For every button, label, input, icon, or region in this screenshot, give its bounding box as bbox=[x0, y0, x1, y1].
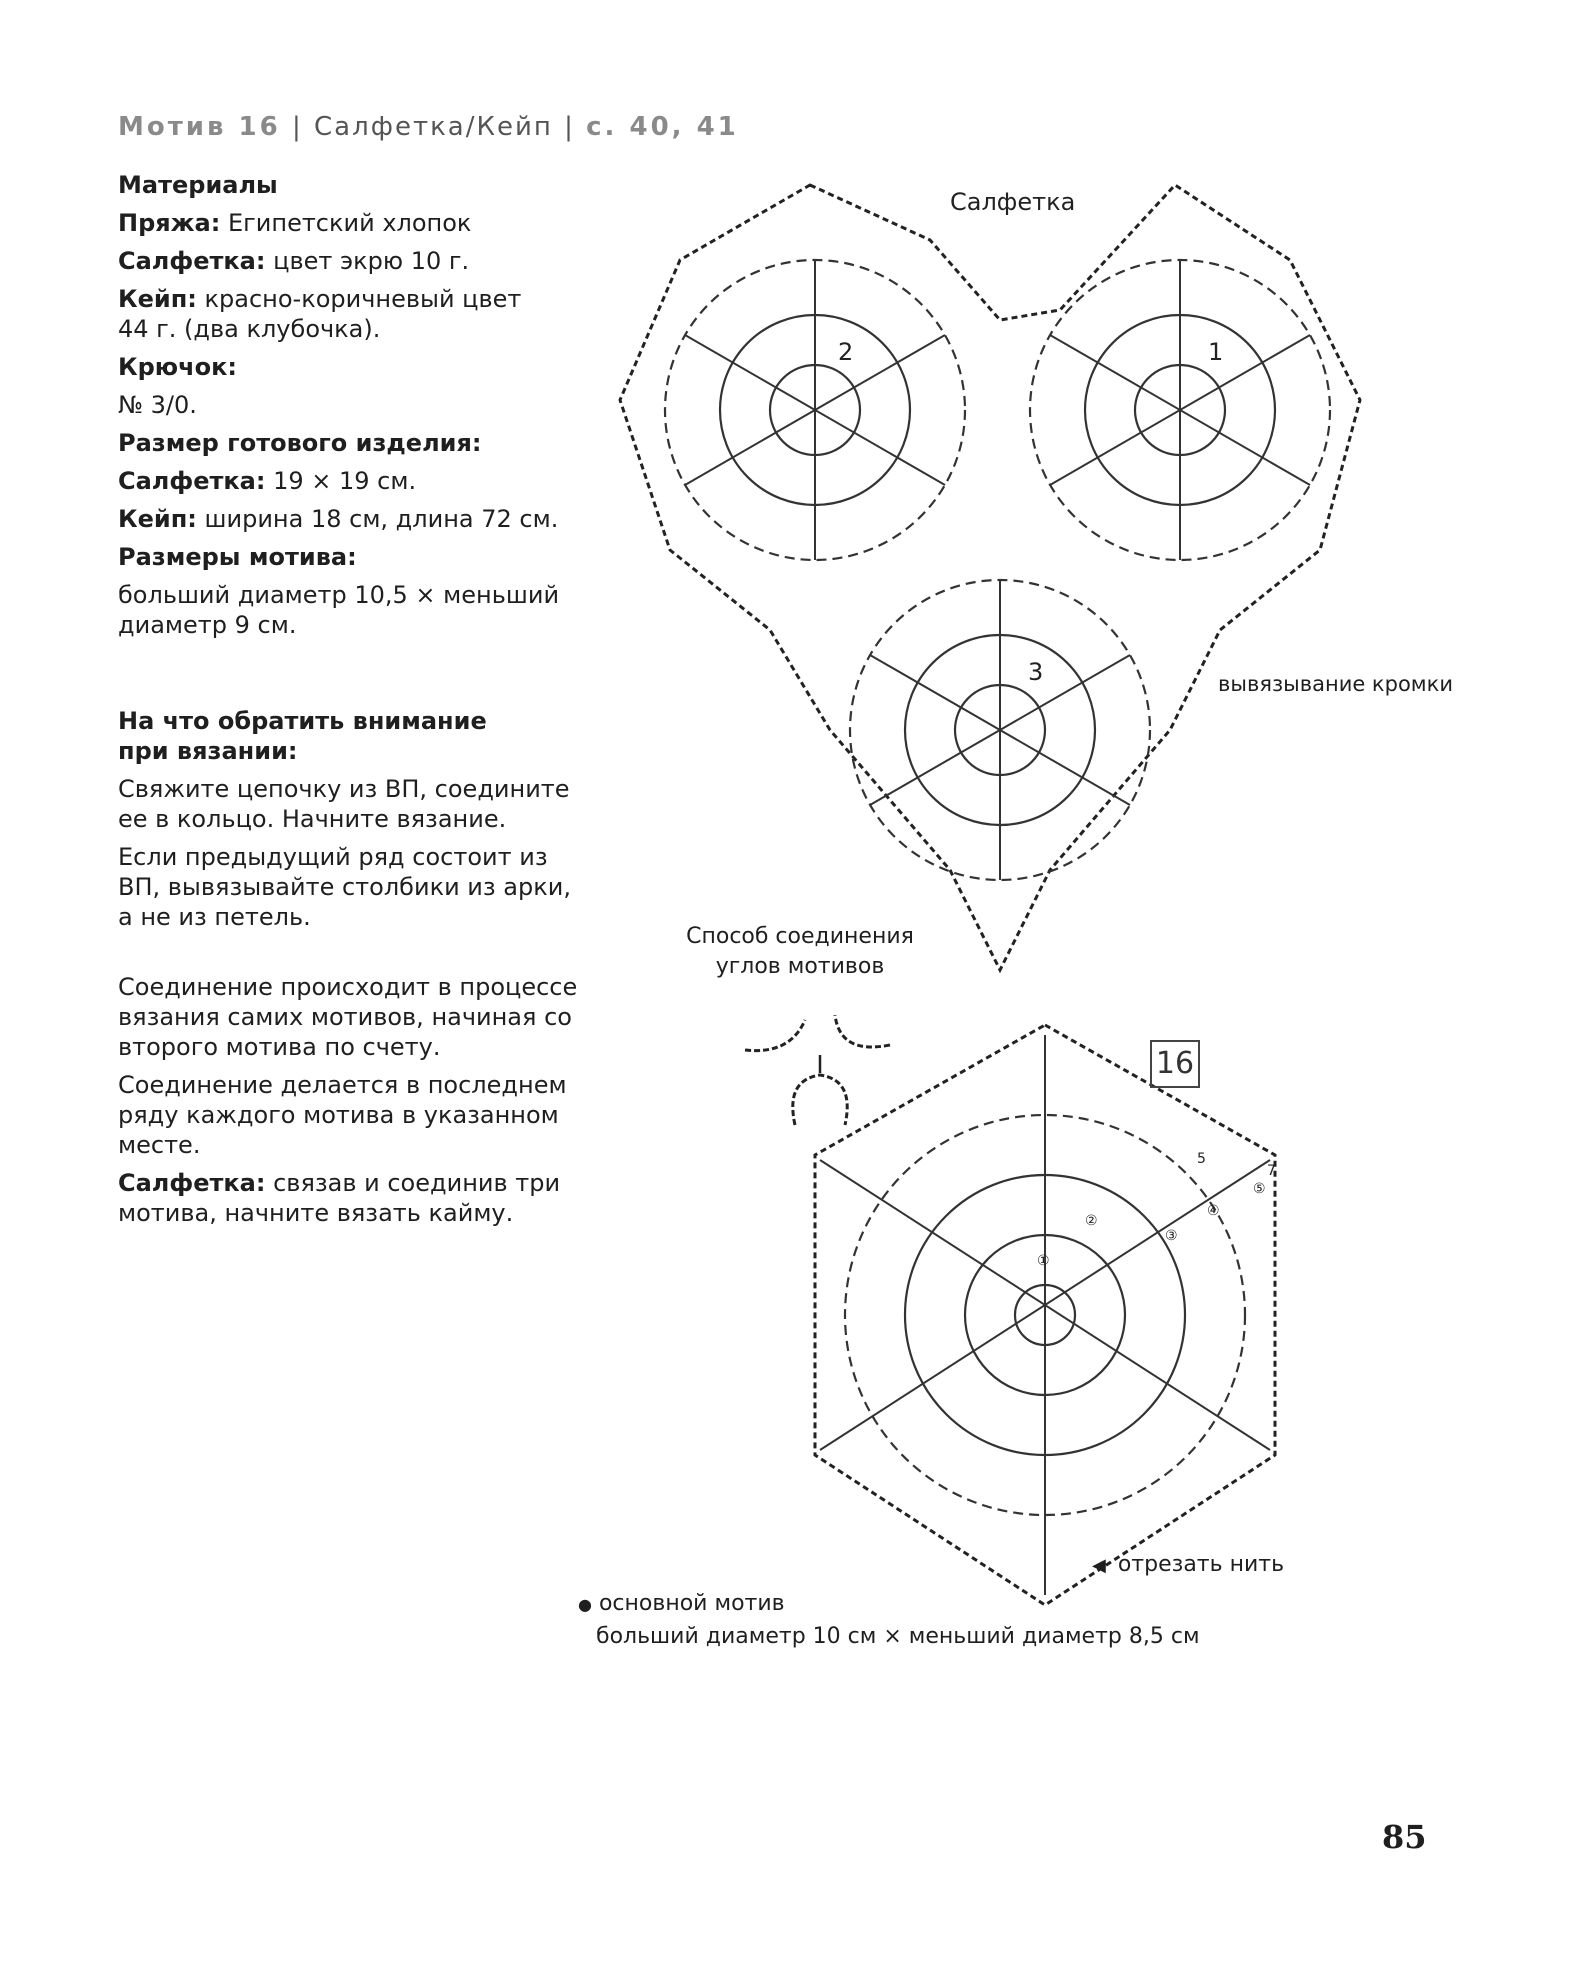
size-napkin-line bbox=[118, 466, 608, 496]
row-label-5: ⑤ bbox=[1253, 1181, 1266, 1197]
yarn-value: Египетский хлопок bbox=[228, 209, 472, 237]
cape-value: красно-коричневый цвет 44 г. (два клубочка). bbox=[118, 285, 522, 343]
notes-heading: На что обратить внимание при вязании: bbox=[118, 707, 487, 765]
notes-p1: Свяжите цепочку из ВП, соедините ее в кольцо. Начните вязание. bbox=[118, 775, 570, 833]
size-napkin-value: 19 × 19 см. bbox=[273, 467, 417, 495]
row-label-4: ④ bbox=[1207, 1203, 1220, 1219]
notes-p5-label: Салфетка: bbox=[118, 1169, 266, 1197]
notes-p3: Соединение происходит в процессе вязания самих мотивов, начиная со второго мотива по счету. bbox=[118, 973, 578, 1061]
motif-number-1: 1 bbox=[1208, 338, 1224, 366]
napkin-label: Салфетка: bbox=[118, 247, 266, 275]
row-label-5-plain: 5 bbox=[1197, 1151, 1206, 1167]
hook-label: Крючок: bbox=[118, 353, 237, 381]
row-label-7: 7 bbox=[1267, 1163, 1276, 1179]
notes-p4: Соединение делается в последнем ряду каждого мотива в указанном месте. bbox=[118, 1071, 567, 1159]
header-title: Салфетка/Кейп bbox=[314, 112, 553, 142]
legend-size: больший диаметр 10 см × меньший диаметр 8,5 см bbox=[596, 1624, 1200, 1649]
header-sep: | bbox=[291, 112, 303, 142]
size-napkin-label: Салфетка: bbox=[118, 467, 266, 495]
notes-p2: Если предыдущий ряд состоит из ВП, вывязывайте столбики из арки, а не из петель. bbox=[118, 843, 571, 931]
running-header bbox=[118, 112, 739, 142]
cut-thread-arrow-icon: ◀ bbox=[1092, 1555, 1106, 1576]
join-method-label: Способ соединения углов мотивов bbox=[686, 924, 914, 979]
hook-value: № 3/0. bbox=[118, 391, 197, 419]
page-number: 85 bbox=[1382, 1818, 1427, 1856]
motif-number-2: 2 bbox=[838, 338, 854, 366]
motif-number-badge: 16 bbox=[1150, 1040, 1200, 1088]
yarn-line bbox=[118, 208, 608, 238]
legend-bullet-icon: ● bbox=[578, 1595, 592, 1614]
cape-line bbox=[118, 284, 558, 344]
notes-p5 bbox=[118, 1168, 588, 1228]
napkin-outline bbox=[620, 185, 1360, 970]
header-sep-2: | bbox=[564, 112, 575, 142]
yarn-label: Пряжа: bbox=[118, 209, 221, 237]
header-pages: с. 40, 41 bbox=[586, 112, 739, 142]
materials-block bbox=[118, 170, 608, 648]
napkin-line bbox=[118, 246, 608, 276]
size-cape-value: ширина 18 см, длина 72 см. bbox=[204, 505, 559, 533]
napkin-value: цвет экрю 10 г. bbox=[273, 247, 470, 275]
size-heading: Размер готового изделия: bbox=[118, 429, 482, 457]
row-label-2: ② bbox=[1085, 1213, 1098, 1229]
motif-number-3: 3 bbox=[1028, 658, 1044, 686]
size-cape-line bbox=[118, 504, 608, 534]
edge-label-text: вывязывание кромки bbox=[1218, 672, 1453, 696]
notes-block bbox=[118, 706, 588, 1236]
legend-main-line bbox=[578, 1588, 1200, 1621]
cut-thread-label bbox=[1092, 1552, 1284, 1577]
napkin-diagram bbox=[600, 170, 1420, 990]
legend-main: основной мотив bbox=[598, 1591, 785, 1616]
notes-p5-value: связав и соединив три мотива, начните вязать кайму. bbox=[118, 1169, 561, 1227]
materials-heading: Материалы bbox=[118, 171, 278, 199]
cape-label: Кейп: bbox=[118, 285, 197, 313]
motif-diagram bbox=[775, 1015, 1315, 1615]
motif-size-value: больший диаметр 10,5 × меньший диаметр 9 см. bbox=[118, 581, 560, 639]
row-labels bbox=[1037, 1151, 1276, 1269]
motif-rings bbox=[665, 260, 1330, 880]
legend bbox=[578, 1588, 1200, 1653]
edge-label bbox=[1218, 670, 1453, 698]
motif-diagram-spokes bbox=[820, 1035, 1270, 1595]
row-label-1: ① bbox=[1037, 1253, 1050, 1269]
cut-thread-text: отрезать нить bbox=[1117, 1552, 1285, 1577]
napkin-label: Салфетка bbox=[950, 188, 1076, 216]
motif-size-heading: Размеры мотива: bbox=[118, 543, 357, 571]
size-cape-label: Кейп: bbox=[118, 505, 197, 533]
row-label-3: ③ bbox=[1165, 1228, 1178, 1244]
header-motif: Мотив 16 bbox=[118, 112, 281, 142]
